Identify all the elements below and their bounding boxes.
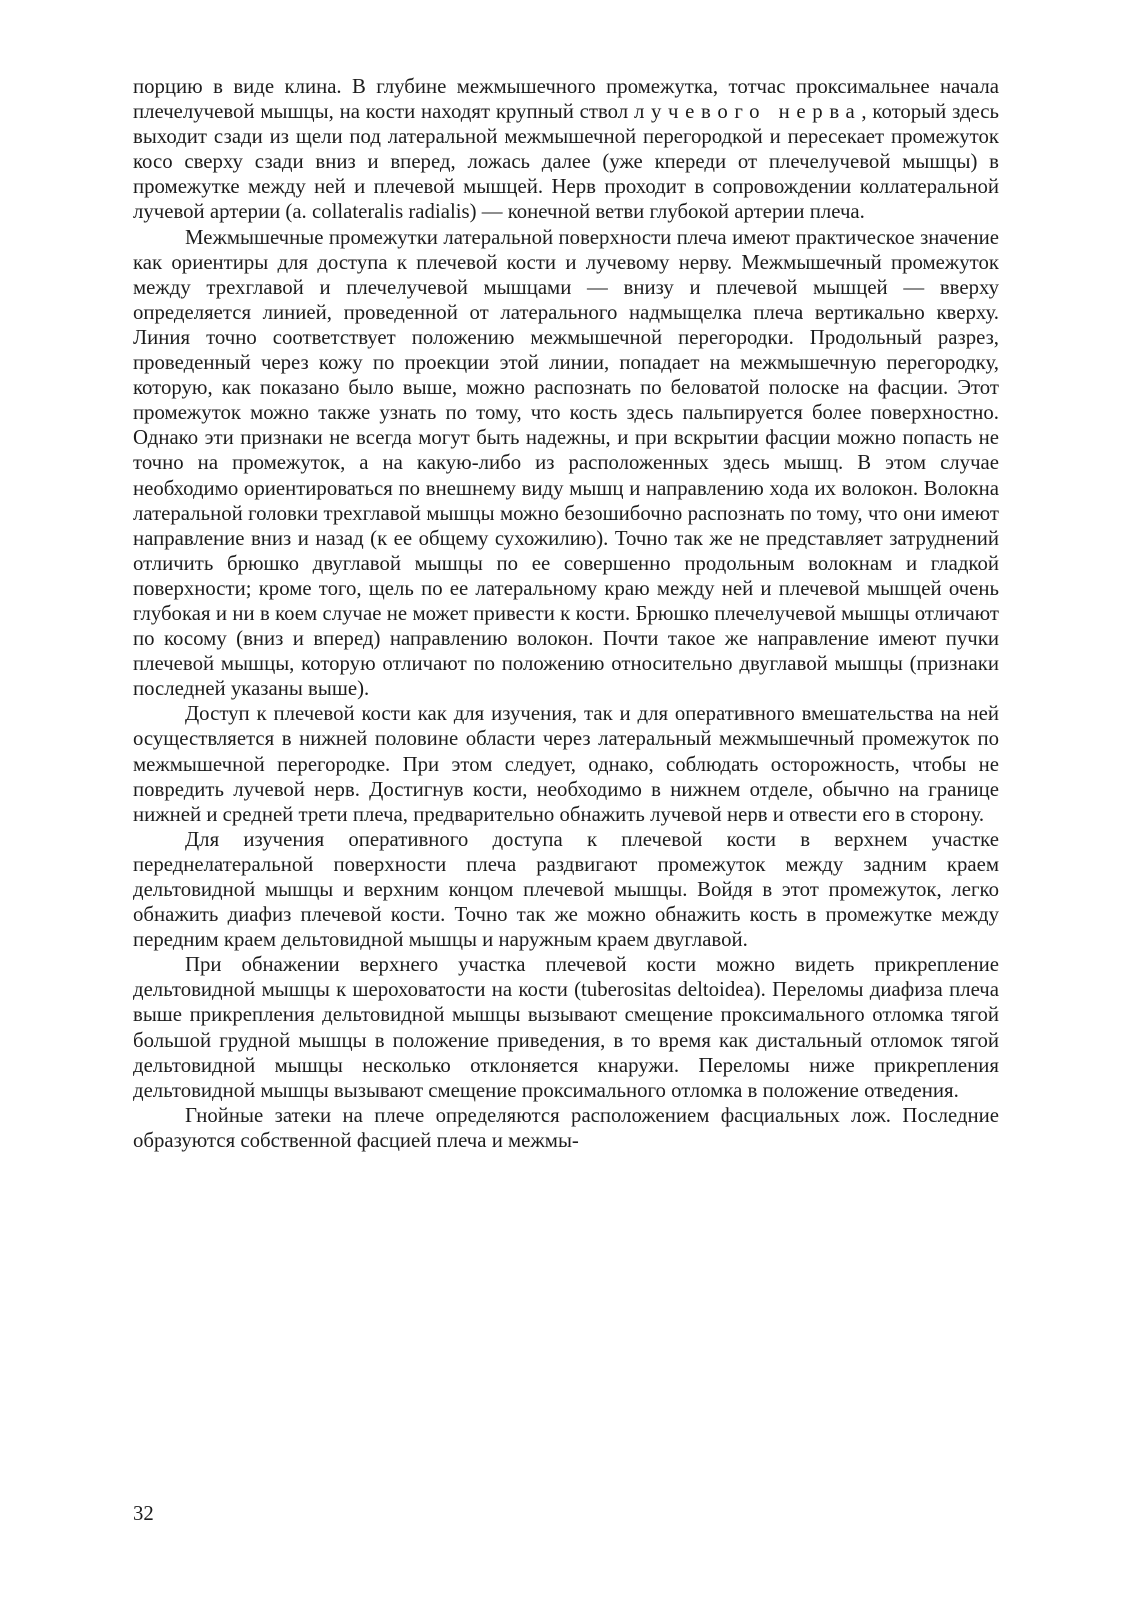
paragraph-1-text-end: , который здесь выходит сзади из щели под латеральной межмышечной перегородкой и пересекает промежуток косо сверху сзади вниз и вперед, ложась далее (уже кпереди от плечелучевой мышцы) в промежутке между ней и плечевой мышцей. Нерв проходит в сопровождении коллатеральной лучевой артерии (a. collateralis radialis) — конечной ветви глубокой артерии плеча. bbox=[133, 100, 1000, 224]
emphasized-term: лучевого нерва bbox=[633, 100, 862, 124]
paragraph-1 bbox=[133, 74, 999, 225]
page-number: 32 bbox=[133, 1502, 154, 1525]
paragraph-4: Для изучения оперативного доступа к плечевой кости в верхнем участке переднелатеральной поверхности плеча раздвигают промежуток между задним краем дельтовидной мышцы и верхним концом плечевой мышцы. Войдя в этот промежуток, легко обнажить диафиз плечевой кости. Точно так же можно обнажить кость в промежутке между передним краем дельтовидной мышцы и наружным краем двуглавой. bbox=[133, 827, 999, 952]
body-text bbox=[133, 74, 999, 1153]
paragraph-6: Гнойные затеки на плече определяются расположением фасциальных лож. Последние образуются собственной фасцией плеча и межмы- bbox=[133, 1103, 999, 1152]
paragraph-2: Межмышечные промежутки латеральной поверхности плеча имеют практическое значение как ориентиры для доступа к плечевой кости и лучевому нерву. Межмышечный промежуток между трехглавой и плечелучевой мышцами — внизу и плечевой мышцей — вверху определяется линией, проведенной от латерального надмыщелка плеча вертикально кверху. Линия точно соответствует положению межмышечной перегородки. Продольный разрез, проведенный через кожу по проекции этой линии, попадает на межмышечную перегородку, которую, как показано было выше, можно распознать по беловатой полоске на фасции. Этот промежуток можно также узнать по тому, что кость здесь пальпируется более поверхностно. Однако эти признаки не всегда могут быть надежны, и при вскрытии фасции можно попасть не точно на промежуток, а на какую-либо из расположенных здесь мышц. В этом случае необходимо ориентироваться по внешнему виду мышц и направлению хода их волокон. Волокна латеральной головки трехглавой мышцы можно безошибочно распознать по тому, что они имеют направление вниз и назад (к ее общему сухожилию). Точно так же не представляет затруднений отличить брюшко двуглавой мышцы по ее совершенно продольным волокнам и гладкой поверхности; кроме того, щель по ее латеральному краю между ней и плечевой мышцей очень глубокая и ни в коем случае не может привести к кости. Брюшко плечелучевой мышцы отличают по косому (вниз и вперед) направлению волокон. Почти такое же направление имеют пучки плечевой мышцы, которую отличают по положению относительно двуглавой мышцы (признаки последней указаны выше). bbox=[133, 225, 999, 701]
paragraph-3: Доступ к плечевой кости как для изучения, так и для оперативного вмешательства на ней осуществляется в нижней половине области через латеральный межмышечный промежуток по межмышечной перегородке. При этом следует, однако, соблюдать осторожность, чтобы не повредить лучевой нерв. Достигнув кости, необходимо в нижнем отделе, обычно на границе нижней и средней трети плеча, предварительно обнажить лучевой нерв и отвести его в сторону. bbox=[133, 702, 999, 826]
paragraph-1-text-start: порцию в виде клина. В глубине межмышечного промежутка, тотчас проксимальнее начала плечелучевой мышцы, на кости находят крупный ствол bbox=[133, 75, 999, 124]
paragraph-5: При обнажении верхнего участка плечевой кости можно видеть прикрепление дельтовидной мышцы к шероховатости на кости (tuberositas deltoidea). Переломы диафиза плеча выше прикрепления дельтовидной мышцы вызывают смещение проксимального отломка тягой большой грудной мышцы в положение приведения, в то время как дистальный отломок тягой дельтовидной мышцы несколько отклоняется кнаружи. Переломы ниже прикрепления дельтовидной мышцы вызывают смещение проксимального отломка в положение отведения. bbox=[133, 953, 999, 1102]
